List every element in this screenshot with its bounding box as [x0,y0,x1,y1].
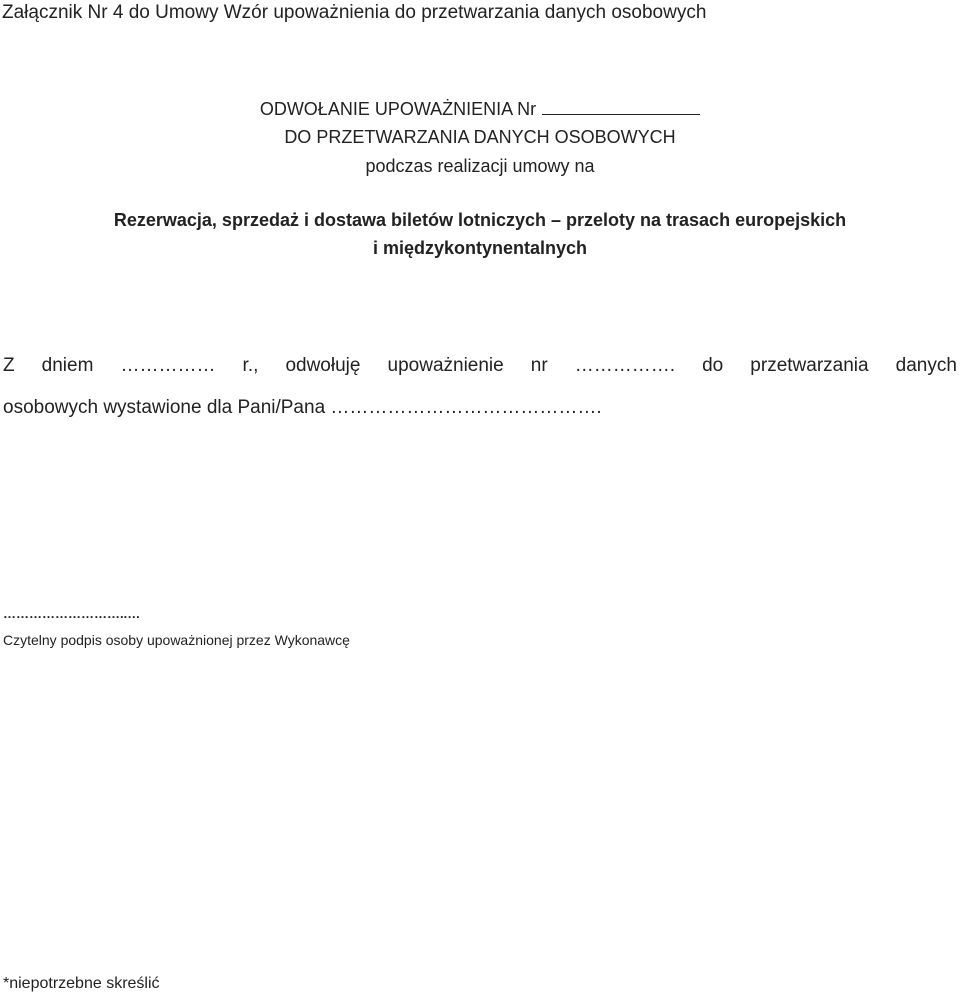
subject-line-1: Rezerwacja, sprzedaż i dostawa biletów lotniczych – przeloty na trasach europejskich [113,210,847,230]
subject-line-2: i międzykontynentalnych [372,238,588,258]
number-blank-line [542,96,700,115]
word: przetwarzania [750,355,869,376]
word: r., [242,355,259,376]
document-header: Załącznik Nr 4 do Umowy Wzór upoważnienia do przetwarzania danych osobowych [2,2,707,23]
signature-caption: Czytelny podpis osoby upoważnionej przez Wykonawcę [3,632,350,648]
word: danych [895,355,957,376]
date-blank: …………… [120,355,216,376]
word: nr [530,355,548,376]
word: odwołuję [285,355,361,376]
title-line-2: DO PRZETWARZANIA DANYCH OSOBOWYCH [284,127,676,147]
revocation-statement-line-1 [3,352,957,380]
word: upoważnienie [387,355,504,376]
revocation-statement-line-2: osobowych wystawione dla Pani/Pana ……………………………………. [3,397,602,418]
title-line-1 [0,95,960,123]
word: dniem [41,355,94,376]
footnote: *niepotrzebne skreślić [3,975,160,992]
number-blank: ……………. [574,355,676,376]
word: do [702,355,724,376]
signature-line: ………………………..… [3,606,141,621]
title-line-3: podczas realizacji umowy na [365,156,595,176]
word: Z [3,355,15,376]
title-text-1: ODWOŁANIE UPOWAŻNIENIA Nr [259,99,537,119]
